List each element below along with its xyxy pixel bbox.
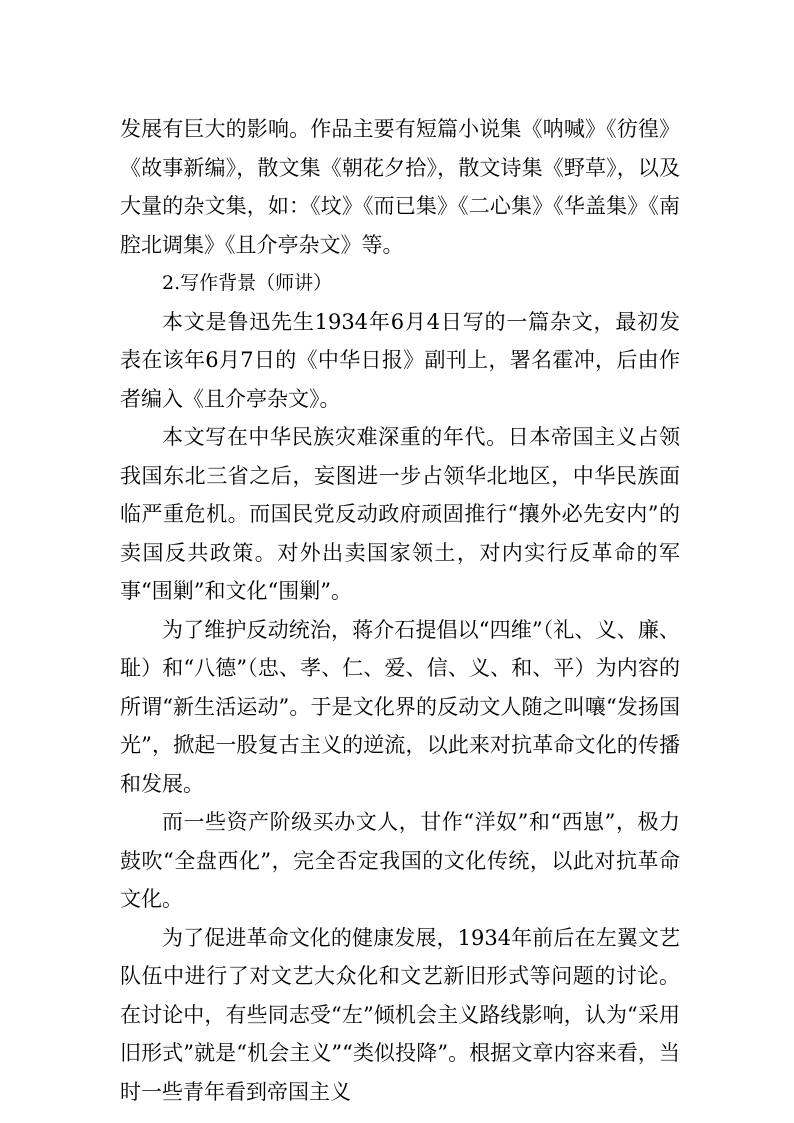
paragraph-3: 为了维护反动统治，蒋介石提倡以“四维”（礼、义、廉、耻）和“八德”（忠、孝、仁、爱、信、义、和、平）为内容的所谓“新生活运动”。于是文化界的反动文人随之叫嚷“发扬国光”，掀起一股复古主义的逆流，以此来对抗革命文化的传播和发展。: [120, 617, 680, 796]
intro-paragraph: 发展有巨大的影响。作品主要有短篇小说集《呐喊》《彷徨》《故事新编》，散文集《朝花夕拾》，散文诗集《野草》，以及大量的杂文集，如：《坟》《而已集》《二心集》《华盖集》《南腔北调集》《且介亭杂文》等。: [120, 117, 680, 257]
paragraph-1: 本文是鲁迅先生1934年6月4日写的一篇杂文，最初发表在该年6月7日的《中华日报》副刊上，署名霍冲，后由作者编入《且介亭杂文》。: [120, 309, 680, 411]
section-heading: 2.写作背景（师讲）: [162, 272, 333, 294]
document-body: [120, 110, 680, 1111]
paragraph-5: 为了促进革命文化的健康发展，1934年前后在左翼文艺队伍中进行了对文艺大众化和文艺新旧形式等问题的讨论。在讨论中，有些同志受“左”倾机会主义路线影响，认为“采用旧形式”就是“机会主义”“类似投降”。根据文章内容来看，当时一些青年看到帝国主义: [120, 925, 680, 1104]
paragraph-2: 本文写在中华民族灾难深重的年代。日本帝国主义占领我国东北三省之后，妄图进一步占领华北地区，中华民族面临严重危机。而国民党反动政府顽固推行“攘外必先安内”的卖国反共政策。对外出卖国家领土，对内实行反革命的军事“围剿”和文化“围剿”。: [120, 425, 680, 603]
paragraph-4: 而一些资产阶级买办文人，甘作“洋奴”和“西崽”，极力鼓吹“全盘西化”，完全否定我国的文化传统，以此对抗革命文化。: [120, 810, 680, 911]
